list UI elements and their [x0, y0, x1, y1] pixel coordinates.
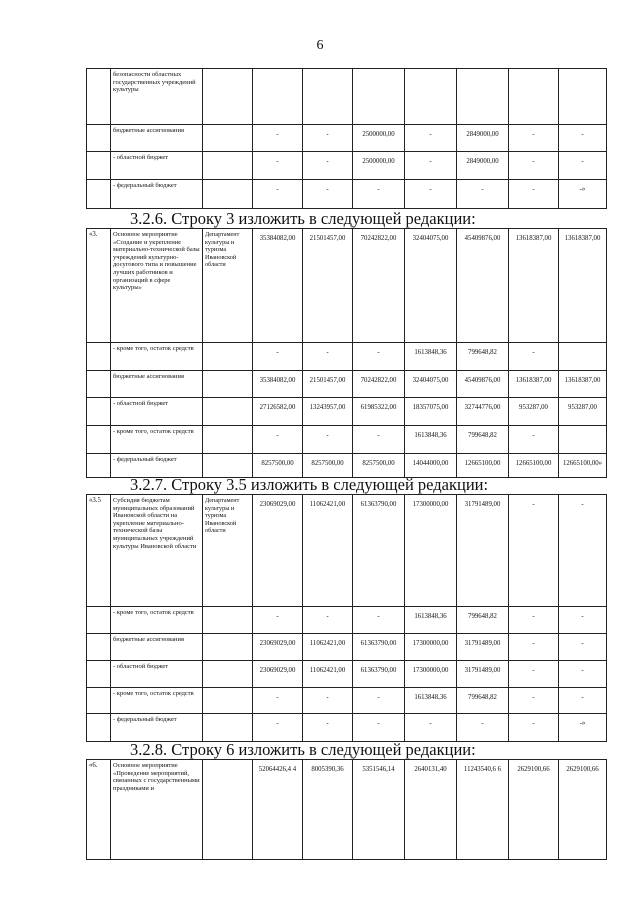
value-cell: 1613848,36 — [405, 343, 457, 371]
value-cell: 23069029,00 — [253, 661, 303, 688]
value-cell: 2500000,00 — [353, 152, 405, 180]
value-cell: - — [559, 125, 607, 152]
value-cell: - — [353, 180, 405, 209]
value-cell: - — [509, 607, 559, 634]
row-executor — [203, 454, 253, 478]
section-heading-3-2-8: 3.2.8. Строку 6 изложить в следующей редакции: — [130, 740, 476, 759]
table-row — [87, 688, 607, 714]
row-number — [87, 152, 111, 180]
budget-table-row-6 — [86, 759, 607, 860]
row-executor — [203, 634, 253, 661]
value-cell: 2629100,66 — [509, 760, 559, 860]
table-row — [87, 69, 607, 125]
table-row — [87, 426, 607, 454]
value-cell: - — [253, 152, 303, 180]
row-executor — [203, 760, 253, 860]
value-cell: - — [353, 426, 405, 454]
value-cell: - — [509, 661, 559, 688]
row-number — [87, 607, 111, 634]
value-cell — [303, 69, 353, 125]
value-cell — [559, 343, 607, 371]
value-cell — [559, 69, 607, 125]
value-cell: 799648,82 — [457, 343, 509, 371]
value-cell: - — [405, 180, 457, 209]
row-number: «3. — [87, 229, 111, 343]
value-cell: 8257500,00 — [303, 454, 353, 478]
value-cell: 8257500,00 — [253, 454, 303, 478]
value-cell: 31791489,00 — [457, 661, 509, 688]
value-cell: - — [559, 688, 607, 714]
value-cell: 8005390,36 — [303, 760, 353, 860]
value-cell: 32744776,00 — [457, 398, 509, 426]
table-row — [87, 152, 607, 180]
row-label: Основное мероприятие «Проведение мероприятий, связанных с государственными праздниками и — [111, 760, 203, 860]
value-cell: 11062421,00 — [303, 661, 353, 688]
value-cell: - — [303, 125, 353, 152]
value-cell: 18357075,00 — [405, 398, 457, 426]
value-cell: 35384082,00 — [253, 229, 303, 343]
value-cell: - — [457, 180, 509, 209]
row-number — [87, 714, 111, 742]
row-number — [87, 180, 111, 209]
value-cell: - — [253, 343, 303, 371]
row-executor: Департамент культуры и туризма Ивановской области — [203, 495, 253, 607]
value-cell: 799648,82 — [457, 607, 509, 634]
value-cell: 1613848,36 — [405, 426, 457, 454]
value-cell: 11243540,6 6 — [457, 760, 509, 860]
row-number — [87, 398, 111, 426]
value-cell: - — [405, 125, 457, 152]
value-cell: - — [303, 426, 353, 454]
row-label: - кроме того, остаток средств — [111, 688, 203, 714]
table-row — [87, 760, 607, 860]
row-executor — [203, 426, 253, 454]
row-executor — [203, 371, 253, 398]
row-label: безопасности областных государственных учреждений культуры — [111, 69, 203, 125]
value-cell: - — [457, 714, 509, 742]
section-heading-3-2-6: 3.2.6. Строку 3 изложить в следующей редакции: — [130, 209, 476, 228]
value-cell: 5351546,14 — [353, 760, 405, 860]
value-cell: - — [559, 634, 607, 661]
value-cell: 12665100,00 — [509, 454, 559, 478]
value-cell: 799648,82 — [457, 426, 509, 454]
value-cell: 13618387,00 — [559, 229, 607, 343]
value-cell: 11062421,00 — [303, 495, 353, 607]
table-row — [87, 495, 607, 607]
value-cell: - — [405, 152, 457, 180]
value-cell: - — [253, 714, 303, 742]
row-executor — [203, 398, 253, 426]
section-heading-3-2-7: 3.2.7. Строку 3.5 изложить в следующей редакции: — [130, 475, 489, 494]
value-cell — [405, 69, 457, 125]
row-number — [87, 634, 111, 661]
table-row — [87, 398, 607, 426]
row-number — [87, 426, 111, 454]
value-cell: 2500000,00 — [353, 125, 405, 152]
value-cell: 1613848,36 — [405, 688, 457, 714]
row-number: «6. — [87, 760, 111, 860]
value-cell: - — [253, 125, 303, 152]
value-cell: - — [405, 714, 457, 742]
value-cell: 32404075,00 — [405, 229, 457, 343]
table-row — [87, 607, 607, 634]
value-cell: - — [353, 607, 405, 634]
value-cell: - — [509, 180, 559, 209]
value-cell: 31791489,00 — [457, 634, 509, 661]
value-cell: - — [253, 180, 303, 209]
value-cell: - — [509, 426, 559, 454]
value-cell: - — [509, 125, 559, 152]
value-cell: - — [559, 152, 607, 180]
row-number — [87, 343, 111, 371]
value-cell: 2849000,00 — [457, 125, 509, 152]
budget-table-row-3-5 — [86, 494, 607, 742]
row-executor — [203, 152, 253, 180]
value-cell: 8257500,00 — [353, 454, 405, 478]
value-cell — [559, 426, 607, 454]
value-cell: - — [253, 607, 303, 634]
budget-table-continuation — [86, 68, 607, 209]
table-row — [87, 229, 607, 343]
page-number: 6 — [316, 38, 324, 53]
row-executor — [203, 714, 253, 742]
value-cell: - — [353, 343, 405, 371]
value-cell: - — [509, 688, 559, 714]
value-cell: 799648,82 — [457, 688, 509, 714]
value-cell: 13618387,00 — [509, 371, 559, 398]
row-label: - федеральный бюджет — [111, 454, 203, 478]
value-cell: - — [559, 607, 607, 634]
value-cell: 2640131,40 — [405, 760, 457, 860]
row-label: бюджетные ассигнования — [111, 125, 203, 152]
value-cell: 23069029,00 — [253, 634, 303, 661]
value-cell — [253, 69, 303, 125]
table-row — [87, 454, 607, 478]
row-number — [87, 454, 111, 478]
value-cell: - — [303, 152, 353, 180]
value-cell: - — [509, 152, 559, 180]
value-cell: 52064426,4 4 — [253, 760, 303, 860]
value-cell: 32404075,00 — [405, 371, 457, 398]
table-row — [87, 371, 607, 398]
value-cell: 17300000,00 — [405, 495, 457, 607]
table-row — [87, 714, 607, 742]
row-label: бюджетные ассигнования — [111, 634, 203, 661]
value-cell: 61363790,00 — [353, 634, 405, 661]
row-label: Субсидия бюджетам муниципальных образований Ивановской области на укрепление материально-технической базы муниципальных учреждений культуры Ивановской области — [111, 495, 203, 607]
row-executor — [203, 69, 253, 125]
value-cell: - — [303, 714, 353, 742]
value-cell: 61985322,00 — [353, 398, 405, 426]
row-label: - федеральный бюджет — [111, 180, 203, 209]
row-number: «3.5 — [87, 495, 111, 607]
row-executor — [203, 125, 253, 152]
row-label: - кроме того, остаток средств — [111, 426, 203, 454]
table-row — [87, 125, 607, 152]
row-label: - областной бюджет — [111, 398, 203, 426]
row-executor — [203, 688, 253, 714]
value-cell — [509, 69, 559, 125]
value-cell: 2629100,66 — [559, 760, 607, 860]
row-executor — [203, 607, 253, 634]
row-executor — [203, 661, 253, 688]
row-number — [87, 371, 111, 398]
value-cell: 1613848,36 — [405, 607, 457, 634]
value-cell: 31791489,00 — [457, 495, 509, 607]
row-label: бюджетные ассигнования — [111, 371, 203, 398]
value-cell: 953287,00 — [559, 398, 607, 426]
value-cell: - — [509, 343, 559, 371]
row-label: - кроме того, остаток средств — [111, 343, 203, 371]
value-cell: - — [559, 661, 607, 688]
value-cell: - — [559, 495, 607, 607]
value-cell: - — [303, 343, 353, 371]
value-cell: - — [353, 688, 405, 714]
value-cell — [457, 69, 509, 125]
value-cell: 21501457,00 — [303, 229, 353, 343]
value-cell: - — [303, 607, 353, 634]
value-cell: 2849000,00 — [457, 152, 509, 180]
value-cell: - — [509, 634, 559, 661]
value-cell: 13618387,00 — [509, 229, 559, 343]
value-cell: 61363790,00 — [353, 495, 405, 607]
value-cell: 11062421,00 — [303, 634, 353, 661]
budget-table-row-3 — [86, 228, 607, 478]
value-cell: 17300000,00 — [405, 661, 457, 688]
row-label: - областной бюджет — [111, 661, 203, 688]
value-cell: 27126582,00 — [253, 398, 303, 426]
value-cell: 45409876,00 — [457, 229, 509, 343]
value-cell: - — [509, 714, 559, 742]
row-number — [87, 661, 111, 688]
value-cell: 13618387,00 — [559, 371, 607, 398]
value-cell: 70242822,00 — [353, 371, 405, 398]
table-row — [87, 180, 607, 209]
row-label: - федеральный бюджет — [111, 714, 203, 742]
value-cell: - — [303, 688, 353, 714]
row-label: - кроме того, остаток средств — [111, 607, 203, 634]
value-cell: 17300000,00 — [405, 634, 457, 661]
row-number — [87, 69, 111, 125]
table-row — [87, 343, 607, 371]
table-row — [87, 661, 607, 688]
value-cell: 953287,00 — [509, 398, 559, 426]
row-executor — [203, 180, 253, 209]
value-cell: - — [253, 426, 303, 454]
value-cell: 35384082,00 — [253, 371, 303, 398]
value-cell: 12665100,00 — [457, 454, 509, 478]
row-executor — [203, 343, 253, 371]
value-cell: 61363790,00 — [353, 661, 405, 688]
row-executor: Департамент культуры и туризма Ивановской области — [203, 229, 253, 343]
value-cell: -» — [559, 714, 607, 742]
value-cell: 70242822,00 — [353, 229, 405, 343]
value-cell: 21501457,00 — [303, 371, 353, 398]
value-cell: 23069029,00 — [253, 495, 303, 607]
value-cell: 13243957,00 — [303, 398, 353, 426]
value-cell: - — [509, 495, 559, 607]
row-label: Основное мероприятие «Создание и укрепление материально-технической базы учреждений культурно-досугового типа и повышение лучших работников и организаций в сфере культуры» — [111, 229, 203, 343]
row-number — [87, 688, 111, 714]
value-cell: - — [353, 714, 405, 742]
value-cell: 12665100,00» — [559, 454, 607, 478]
value-cell: - — [303, 180, 353, 209]
value-cell: - — [253, 688, 303, 714]
value-cell: 45409876,00 — [457, 371, 509, 398]
row-label: - областной бюджет — [111, 152, 203, 180]
table-row — [87, 634, 607, 661]
value-cell: -» — [559, 180, 607, 209]
value-cell: 14044000,00 — [405, 454, 457, 478]
row-number — [87, 125, 111, 152]
value-cell — [353, 69, 405, 125]
